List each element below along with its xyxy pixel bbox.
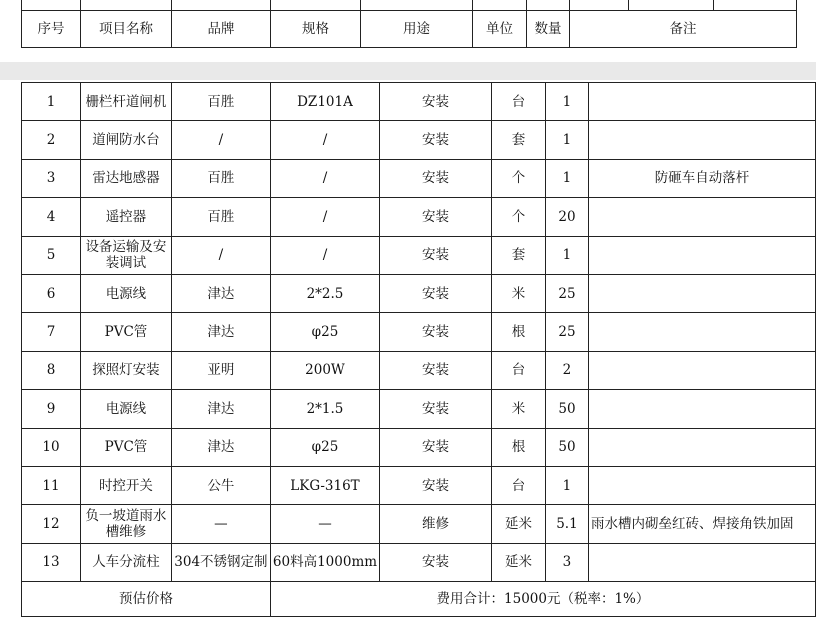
cell-unit: 个 [491, 159, 545, 197]
cell-no: 8 [22, 351, 81, 389]
cell-use: 维修 [380, 505, 492, 543]
table-row [22, 351, 816, 389]
cell-unit: 米 [491, 274, 545, 312]
cell-brand: 百胜 [171, 83, 270, 121]
table-row [22, 390, 816, 428]
cell-spec: / [270, 121, 379, 159]
cell-note [588, 121, 815, 159]
cell-unit: 延米 [491, 505, 545, 543]
cell-name: 设备运输及安装调试 [80, 236, 171, 274]
cell-note [588, 313, 815, 351]
cell-unit: 米 [491, 390, 545, 428]
cell-spec: 2*1.5 [270, 390, 379, 428]
cell-name: 栅栏杆道闸机 [80, 83, 171, 121]
cell-name: 探照灯安装 [80, 351, 171, 389]
cell-use: 安装 [380, 83, 492, 121]
cell-note: 防砸车自动落杆 [588, 159, 815, 197]
items-table [21, 82, 816, 617]
cell-brand: 百胜 [171, 159, 270, 197]
cell-note [588, 428, 815, 466]
cell-name: 负一坡道雨水槽维修 [80, 505, 171, 543]
table-row [22, 543, 816, 581]
cell-unit: 套 [491, 236, 545, 274]
cell-name: 电源线 [80, 274, 171, 312]
cell-spec: φ25 [270, 428, 379, 466]
cell-name: 雷达地感器 [80, 159, 171, 197]
cell-unit: 个 [491, 198, 545, 236]
cell-qty: 2 [545, 351, 588, 389]
table-row [22, 83, 816, 121]
cell-brand: / [171, 236, 270, 274]
cell-note [588, 236, 815, 274]
cell-no: 7 [22, 313, 81, 351]
header-table [21, 0, 797, 48]
table-row [22, 159, 816, 197]
cell-note [588, 466, 815, 504]
cell-qty: 50 [545, 390, 588, 428]
cell-spec: / [270, 159, 379, 197]
table-row [22, 274, 816, 312]
cell-note [588, 390, 815, 428]
cell-spec: LKG-316T [270, 466, 379, 504]
cell-no: 12 [22, 505, 81, 543]
cell-note [588, 198, 815, 236]
cell-qty: 1 [545, 236, 588, 274]
cell-brand: 百胜 [171, 198, 270, 236]
cell-use: 安装 [380, 121, 492, 159]
cell-unit: 台 [491, 83, 545, 121]
col-header-use: 用途 [361, 11, 473, 48]
cell-spec: 2*2.5 [270, 274, 379, 312]
cell-qty: 3 [545, 543, 588, 581]
cell-no: 6 [22, 274, 81, 312]
cell-unit: 延米 [491, 543, 545, 581]
cell-brand: 公牛 [171, 466, 270, 504]
cell-no: 10 [22, 428, 81, 466]
cell-unit: 台 [491, 466, 545, 504]
cell-unit: 台 [491, 351, 545, 389]
cell-name: PVC管 [80, 428, 171, 466]
cell-name: 时控开关 [80, 466, 171, 504]
cell-unit: 根 [491, 428, 545, 466]
cell-use: 安装 [380, 236, 492, 274]
cell-note [588, 543, 815, 581]
cell-no: 9 [22, 390, 81, 428]
col-header-name: 项目名称 [81, 11, 172, 48]
col-header-no: 序号 [22, 11, 81, 48]
table-row [22, 121, 816, 159]
cell-use: 安装 [380, 351, 492, 389]
cell-use: 安装 [380, 274, 492, 312]
page-gap [0, 62, 816, 80]
col-header-qty: 数量 [527, 11, 570, 48]
footer-label: 预估价格 [22, 582, 271, 617]
cell-name: 遥控器 [80, 198, 171, 236]
cell-use: 安装 [380, 466, 492, 504]
cell-note [588, 351, 815, 389]
cell-qty: 50 [545, 428, 588, 466]
header-stub-row [22, 0, 797, 11]
cell-no: 13 [22, 543, 81, 581]
cell-use: 安装 [380, 390, 492, 428]
cell-unit: 套 [491, 121, 545, 159]
table-row [22, 313, 816, 351]
cell-qty: 20 [545, 198, 588, 236]
col-header-spec: 规格 [271, 11, 361, 48]
cell-spec: 200W [270, 351, 379, 389]
footer-value: 费用合计：15000元（税率：1%） [270, 582, 815, 617]
cell-note [588, 83, 815, 121]
cell-no: 2 [22, 121, 81, 159]
table-row [22, 236, 816, 274]
cell-note [588, 274, 815, 312]
cell-qty: 25 [545, 274, 588, 312]
cell-spec: / [270, 198, 379, 236]
cell-name: 道闸防水台 [80, 121, 171, 159]
cell-use: 安装 [380, 428, 492, 466]
cell-no: 5 [22, 236, 81, 274]
cell-brand: 津达 [171, 313, 270, 351]
cell-spec: φ25 [270, 313, 379, 351]
cell-use: 安装 [380, 543, 492, 581]
cell-use: 安装 [380, 313, 492, 351]
cell-note: 雨水槽内砌垒红砖、焊接角铁加固 [588, 505, 815, 543]
cell-brand: 津达 [171, 428, 270, 466]
cell-qty: 1 [545, 121, 588, 159]
cell-brand: / [171, 121, 270, 159]
cell-unit: 根 [491, 313, 545, 351]
cell-qty: 1 [545, 466, 588, 504]
cell-brand: 津达 [171, 390, 270, 428]
cell-brand: 亚明 [171, 351, 270, 389]
table-row [22, 466, 816, 504]
cell-spec: DZ101A [270, 83, 379, 121]
cell-qty: 1 [545, 83, 588, 121]
table-row [22, 505, 816, 543]
cell-qty: 1 [545, 159, 588, 197]
sheet-page-main [0, 80, 816, 621]
cell-spec: / [270, 236, 379, 274]
cell-spec: — [270, 505, 379, 543]
cell-name: PVC管 [80, 313, 171, 351]
sheet-page-top [0, 0, 816, 62]
cell-use: 安装 [380, 159, 492, 197]
cell-spec: 60料高1000mm [270, 543, 379, 581]
col-header-brand: 品牌 [172, 11, 271, 48]
cell-name: 人车分流柱 [80, 543, 171, 581]
cell-no: 1 [22, 83, 81, 121]
footer-row [22, 582, 816, 617]
cell-no: 11 [22, 466, 81, 504]
cell-use: 安装 [380, 198, 492, 236]
cell-name: 电源线 [80, 390, 171, 428]
cell-brand: 304不锈钢定制 [171, 543, 270, 581]
cell-no: 3 [22, 159, 81, 197]
cell-brand: — [171, 505, 270, 543]
cell-brand: 津达 [171, 274, 270, 312]
cell-no: 4 [22, 198, 81, 236]
header-row [22, 11, 797, 48]
table-row [22, 428, 816, 466]
table-row [22, 198, 816, 236]
cell-qty: 25 [545, 313, 588, 351]
col-header-unit: 单位 [473, 11, 527, 48]
cell-qty: 5.1 [545, 505, 588, 543]
col-header-note: 备注 [570, 11, 797, 48]
